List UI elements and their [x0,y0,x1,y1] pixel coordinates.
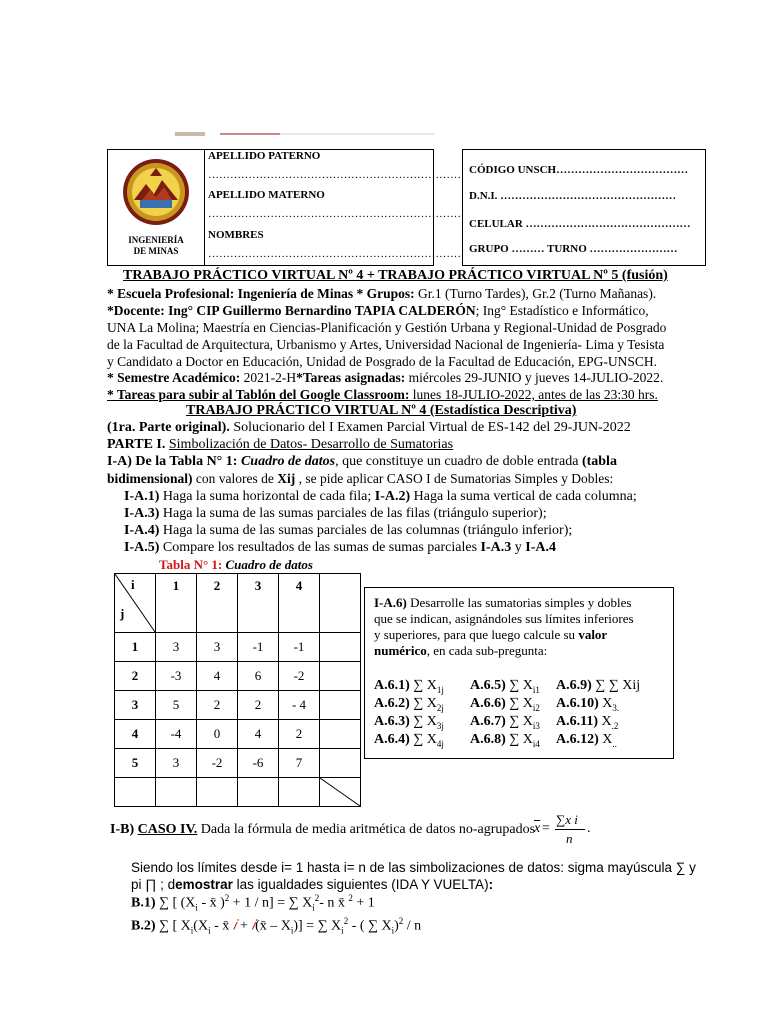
apellido-materno-field[interactable]: …………………………………………………………… [208,208,461,220]
sum-item-label: A.6.12) [556,732,599,747]
table-cell: -1 [238,633,279,662]
escuela-label: * Escuela Profesional: Ingeniería de Minas * Grupos: [107,286,415,301]
docente-value: ; Ing° Estadístico e Informático, [475,303,649,318]
sum-item-sym: ∑ X [409,678,437,693]
tabla-caption [159,557,313,573]
b1-sub: i [195,902,198,913]
main-title: TRABAJO PRÁCTICO VIRTUAL Nº 4 + TRABAJO PRÁCTICO VIRTUAL Nº 5 (fusión) [123,268,668,283]
row-header: 1 [115,633,156,662]
student-name-box [107,149,461,266]
table-row [115,633,361,662]
b1-rest: + 1 / n] = ∑ X [229,895,313,911]
col-header: 4 [279,574,320,633]
a5-y: y [511,540,526,555]
table-cell: -2 [197,749,238,778]
b1-sup: 2 [224,893,230,903]
dni-field[interactable]: D.N.I. ………………………………………… [469,190,677,202]
siendo-line-2 [131,877,493,892]
sum-item-sym: ∑ X [505,714,533,729]
sum-item-label: A.6.6) [470,696,506,711]
sum-item [470,714,540,731]
logo-text-2: DE MINAS [133,246,179,256]
a2-text: Haga la suma vertical de cada columna; [410,489,637,504]
b2-red: 𝑖 [251,918,256,934]
col-header [320,574,361,633]
a4-line [124,523,572,539]
table-cell [320,691,361,720]
sumbox-label: I-A.6) [374,595,407,610]
escuela-line [107,286,656,302]
sum-item-sub: 4j [436,738,444,749]
sumatorias-box [364,587,674,759]
sum-item-label: A.6.11) [556,714,598,729]
b1-mid: - x̄ ) [197,895,225,911]
b2-text: ∑ [ X [155,918,191,934]
sum-item-label: A.6.9) [556,678,592,693]
sum-item [556,696,619,713]
b1-sub: i [312,902,315,913]
row-header: 3 [115,691,156,720]
siendo-l2-colon: : [488,877,494,892]
a5-ref1: I-A.3 [480,540,512,555]
a1-text: Haga la suma horizontal de cada fila; [159,489,375,504]
sumbox-line-2: que se indican, asignándoles sus límites inferiores [374,611,634,626]
sum-item-sub: 3. [612,702,620,713]
corner-diagonal [115,574,155,632]
sum-item-sym: X [598,714,612,729]
table-cell: 2 [279,720,320,749]
ia-l2-xij: Xij [277,471,296,486]
row-header: 5 [115,749,156,778]
b2-part: / n [403,918,422,934]
sum-item-sym: X [598,732,613,747]
table-cell: - 4 [279,691,320,720]
table-cell [279,778,320,807]
table-cell: -1 [279,633,320,662]
sum-item-sub: i4 [532,738,540,749]
col-header: 3 [238,574,279,633]
b2-sub: i [341,925,344,936]
table-cell: 4 [197,662,238,691]
nombres-field[interactable]: …………………………………………………………… [208,248,461,260]
b2-label: B.2) [131,918,156,934]
sumbox-l3-bold: valor [578,627,608,642]
b2-line [131,916,421,935]
b1-sup: 2 [348,893,353,903]
subir-value: lunes 18-JULIO-2022, antes de las 23:30 hrs. [409,387,658,402]
a1-label: I-A.1) [124,489,160,504]
table-cell [320,662,361,691]
b2-sub: i [190,925,194,936]
sum-item-label: A.6.8) [470,732,506,747]
row-header: 2 [115,662,156,691]
semestre-label: * Semestre Académico: [107,370,241,385]
row-header [115,778,156,807]
a4-label: I-A.4) [124,523,160,538]
a2-label: I-A.2) [374,489,411,504]
tareas-label: *Tareas asignadas: [296,370,406,385]
totals-diagonal [320,778,360,806]
b2-part: ) [394,918,399,934]
docente-line-2: UNA La Molina; Maestría en Ciencias-Planificación y Gestión Urbana y Regional-Unidad de Posgrado [107,320,667,335]
col-header: 1 [156,574,197,633]
tabla-label: Tabla N° 1: [159,557,226,572]
celular-field[interactable]: CELULAR ……………………………………… [469,218,691,230]
ia-l2-bold: bidimensional) [107,471,193,486]
b2-sup: 2 [398,916,404,926]
ia-rest: , que constituye un cuadro de doble entrada [335,454,582,469]
b2-sub: i [391,925,395,936]
ia-label: I-A) De la Tabla N° 1: [107,454,241,469]
ia-bold2: (tabla [581,454,617,469]
table-row [115,720,361,749]
sum-item-sub: i1 [532,684,540,695]
sum-item-sym: ∑ X [505,696,533,711]
b1-label: B.1) [131,895,156,911]
student-id-box [462,149,706,266]
table-cell: -4 [156,720,197,749]
parte-label: (1ra. Parte original). [107,420,230,435]
table-row [115,662,361,691]
sum-item [374,732,444,749]
table-cell [320,778,361,807]
data-table [114,573,361,807]
sum-item-sym: ∑ X [409,696,437,711]
table-cell: 3 [197,633,238,662]
corner-j: j [120,606,125,621]
b2-part: )] = ∑ X [293,918,342,934]
a1-line [124,489,637,505]
sum-item-sym: X [598,696,613,711]
mean-eq: = [542,821,550,836]
b2-red: 𝑖 [232,918,237,934]
parte-line [107,420,631,436]
a3-text: Haga la suma de las sumas parciales de las filas (triángulo superior); [159,506,547,521]
apellido-materno-label: APELLIDO MATERNO [208,189,325,201]
sumbox-l1: Desarrolle las sumatorias simples y dobles [406,595,632,610]
sum-item-label: A.6.2) [374,696,410,711]
sum-item-sub: 3j [436,720,444,731]
sum-item [470,678,540,695]
table-cell: -3 [156,662,197,691]
sum-item-sym: ∑ X [409,714,437,729]
table-cell: 6 [238,662,279,691]
sum-item-sub: .2 [611,720,619,731]
a5-label: I-A.5) [124,540,160,555]
table-cell: 5 [156,691,197,720]
mean-formula [534,812,604,848]
sum-item-label: A.6.4) [374,732,410,747]
mean-end: . [587,821,591,836]
parte1-value: Simbolización de Datos- Desarrollo de Sumatorias [168,437,454,452]
table-cell: 7 [279,749,320,778]
table-cell: 3 [156,749,197,778]
table-row-totals [115,778,361,807]
fraction-bar [555,829,585,830]
subir-label: * Tareas para subir al Tablón del Google Classroom: [107,387,410,402]
apellido-paterno-label: APELLIDO PATERNO [208,150,321,162]
b2-sub: i [290,925,294,936]
mean-xbar: $\overline{x}$ [534,821,541,836]
b1-line [131,893,375,912]
sum-item-label: A.6.1) [374,678,410,693]
table-cell: -6 [238,749,279,778]
b2-part: - x̄ [210,918,233,934]
escuela-value: Gr.1 (Turno Tardes), Gr.2 (Turno Mañanas). [414,286,657,301]
a4-text: Haga la suma de las sumas parciales de las columnas (triángulo inferior); [159,523,573,538]
col-header: 2 [197,574,238,633]
a3-line [124,506,547,522]
b1-rest3: + 1 [352,895,375,911]
b2-sub: i [208,925,211,936]
semestre-line [107,370,663,386]
sum-item-sym: ∑ X [409,732,437,747]
table-cell: 4 [238,720,279,749]
sum-item-sym: ∑ X [505,678,533,693]
a5-text: Compare los resultados de las sumas de sumas parciales [159,540,481,555]
parte-value: Solucionario del I Examen Parcial Virtual de ES-142 del 29-JUN-2022 [229,420,631,435]
sum-item [374,678,444,695]
sum-item [470,732,540,749]
names-cell [205,150,461,265]
sum-item-sub: i3 [532,720,540,731]
siendo-l2-b: las igualdades siguientes (IDA Y VUELTA) [232,877,489,892]
b2-part: (x̄ – X [255,918,291,934]
sum-item-sub: 1j [436,684,444,695]
sumbox-l3: y superiores, para que luego calcule su [374,627,579,642]
row-header: 4 [115,720,156,749]
table-cell: -2 [279,662,320,691]
ib-line [110,822,535,838]
sumbox-l4: , en cada sub-pregunta: [426,643,548,658]
table-row [115,691,361,720]
sum-item-label: A.6.7) [470,714,506,729]
ia-l2-b: , se pide aplicar CASO I de Sumatorias Simples y Dobles: [295,471,614,486]
nombres-label: NOMBRES [208,229,264,241]
sum-item-sub: .. [612,738,617,749]
docente-line-3: de la Facultad de Arquitectura, Urbanismo y Artes, Universidad Nacional de Ingeniería- Lima y Tesista [107,337,665,352]
faculty-logo [120,156,192,228]
ib-caso: CASO IV. [137,822,198,837]
apellido-paterno-field[interactable]: …………………………………………………………… [208,169,461,181]
table-header-row [115,574,361,633]
tabla-name: Cuadro de datos [225,557,313,572]
table-cell [320,749,361,778]
docente-line [107,303,649,319]
table-cell: 3 [156,633,197,662]
grupo-turno-field[interactable]: GRUPO ……… TURNO …………………… [469,243,678,255]
sum-item [556,678,640,695]
siendo-l2-bold: emostrar [175,877,233,892]
table-cell [197,778,238,807]
sumbox-line-4 [374,643,547,659]
subir-line [107,387,658,403]
table-cell: 0 [197,720,238,749]
parte1-line [107,437,453,453]
table-cell: 2 [197,691,238,720]
logo-cell [108,150,205,265]
sum-item-sub: i2 [532,702,540,713]
sum-item-sym: ∑ ∑ Xij [591,678,641,693]
corner-i: i [131,577,135,592]
sum-item-label: A.6.5) [470,678,506,693]
sum-item-sub: 2j [436,702,444,713]
docente-line-4: y Candidato a Doctor en Educación, Unidad de Posgrado de la Facultad de Educación, EPG-UNSCH. [107,354,657,369]
table-cell [156,778,197,807]
sum-item [556,732,617,749]
codigo-field[interactable]: CÓDIGO UNSCH……………………………… [469,164,689,176]
mean-den: n [566,831,573,846]
tareas-value: miércoles 29-JUNIO y jueves 14-JULIO-2022. [405,370,664,385]
b1-rest2: - n x̄ [319,895,349,911]
mean-num: ∑x i [556,812,578,827]
parte1-label: PARTE I. [107,437,169,452]
a5-ref2: I-A.4 [525,540,557,555]
sumbox-l4-bold: numérico [374,643,427,658]
top-decoration [175,130,435,138]
siendo-line-1: Siendo los límites desde i= 1 hasta i= n de las simbolizaciones de datos: sigma mayúscula ∑ y [131,860,696,875]
table-cell [238,778,279,807]
ia-italic: Cuadro de datos [240,454,336,469]
tp4-title: TRABAJO PRÁCTICO VIRTUAL Nº 4 (Estadística Descriptiva) [186,403,577,418]
sumbox-line-1 [374,595,631,611]
b2-part: (X [193,918,209,934]
semestre-value: 2021-2-H [240,370,297,385]
sum-item [470,696,540,713]
b2-sup: 2 [343,916,349,926]
sum-item [556,714,618,731]
table-row [115,749,361,778]
a3-label: I-A.3) [124,506,160,521]
b2-part: - ( ∑ X [348,918,392,934]
table-cell: 2 [238,691,279,720]
table-cell [320,720,361,749]
sum-item-sym: ∑ X [505,732,533,747]
b1-sup: 2 [314,893,320,903]
sum-item-label: A.6.10) [556,696,599,711]
ib-text: Dada la fórmula de media aritmética de datos no-agrupados [197,822,536,837]
table-cell [320,633,361,662]
sum-item-label: A.6.3) [374,714,410,729]
ia-l2-a: con valores de [192,471,278,486]
ib-label: I-B) [110,822,138,837]
sumbox-line-3 [374,627,607,643]
ia-line-2 [107,471,613,487]
ia-line [107,454,687,470]
b2-part: + [236,918,252,934]
sum-item [374,714,444,731]
siendo-l2-a: pi ∏ ; d [131,877,176,892]
logo-text-1: INGENIERÍA [128,235,184,245]
a5-line [124,540,556,556]
docente-label: *Docente: Ing° CIP Guillermo Bernardino TAPIA CALDERÓN [107,303,476,318]
sum-item [374,696,444,713]
corner-cell [115,574,156,633]
b1-text: ∑ [ (X [155,895,196,911]
